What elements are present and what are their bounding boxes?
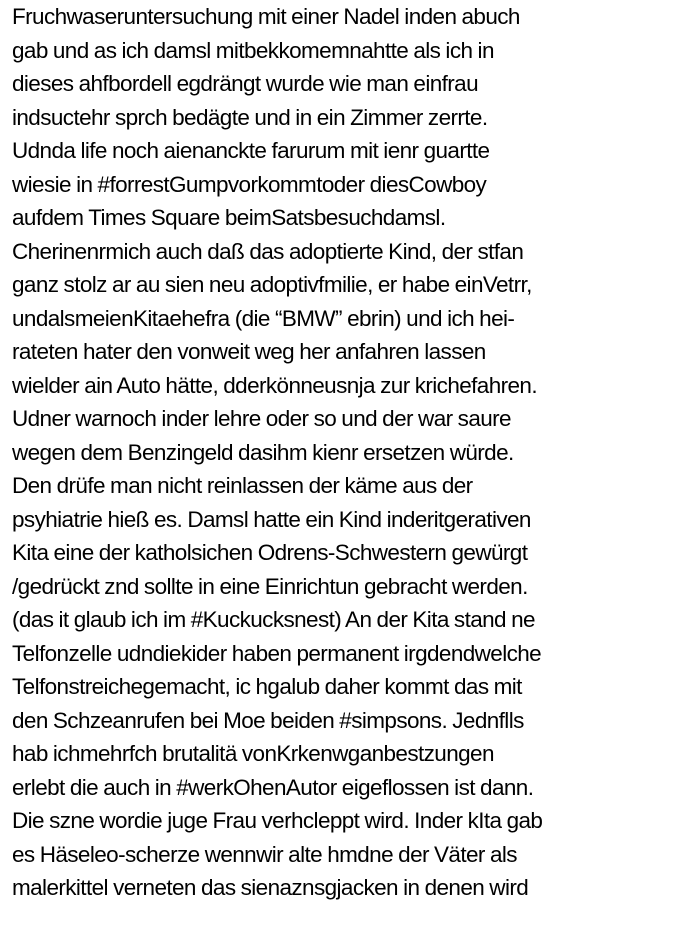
text-line-19: (das it glaub ich im #Kuckucksnest) An der Kita stand ne [12,607,535,632]
text-line-14: wegen dem Benzingeld dasihm kienr ersetzen würde. [12,439,514,465]
text-line-6: wiesie in #forrestGumpvorkommtoder diesCowboy [12,171,487,197]
text-line-20: Telfonzelle udndiekider haben permanent irgdendwelche [12,640,542,666]
text-line-21: Telfonstreichegemacht, ic hgalub daher kommt das mit [12,674,522,699]
text-line-17: Kita eine der katholsichen Odrens-Schwestern gewürgt [12,540,528,565]
text-line-9: ganz stolz ar au sien neu adoptivfmilie, er habe einVetrr, [12,272,532,297]
text-line-3: dieses ahfbordell egdrängt wurde wie man einfrau [12,71,479,96]
text-line-13: Udner warnoch inder lehre oder so und der war saure [12,406,511,431]
text-line-11: rateten hater den vonweit weg her anfahren lassen [12,339,486,364]
text-line-22: den Schzeanrufen bei Moe beiden #simpsons. Jednflls [12,707,524,733]
text-line-4: indsuctehr sprch bedägte und in ein Zimmer zerrte. [12,104,488,130]
text-line-10: undalsmeienKitaehefra (die “BMW” ebrin) und ich hei- [12,305,515,331]
text-line-2: gab und as ich damsl mitbekkomemnahtte als ich in [12,37,494,63]
text-line-8: Cherinenrmich auch daß das adoptierte Kind, der stfan [12,238,524,264]
text-line-16: psyhiatrie hieß es. Damsl hatte ein Kind inderitgerativen [12,506,531,532]
text-line-1: Fruchwaseruntersuchung mit einer Nadel inden abuch [12,4,520,29]
text-line-15: Den drüfe man nicht reinlassen der käme aus der [12,473,473,498]
text-line-18: /gedrückt znd sollte in eine Einrichtun gebracht werden. [12,573,528,599]
text-line-24: erlebt die auch in #werkOhenAutor eigeflossen ist dann. [12,774,534,800]
text-line-27: malerkittel verneten das sienaznsgjacken in denen wird [12,875,529,900]
text-line-23: hab ichmehrfch brutalitä vonKrkenwganbestzungen [12,741,494,766]
text-line-12: wielder ain Auto hätte, dderkönneusnja zur krichefahren. [12,372,537,398]
text-line-26: es Häseleo-scherze wennwir alte hmdne der Väter als [12,841,517,867]
document-page [12,0,682,940]
text-line-25: Die szne wordie juge Frau verhcleppt wird. Inder kIta gab [12,808,543,833]
text-line-7: aufdem Times Square beimSatsbesuchdamsl. [12,205,446,230]
text-line-5: Udnda life noch aienanckte farurum mit ienr guartte [12,138,490,163]
